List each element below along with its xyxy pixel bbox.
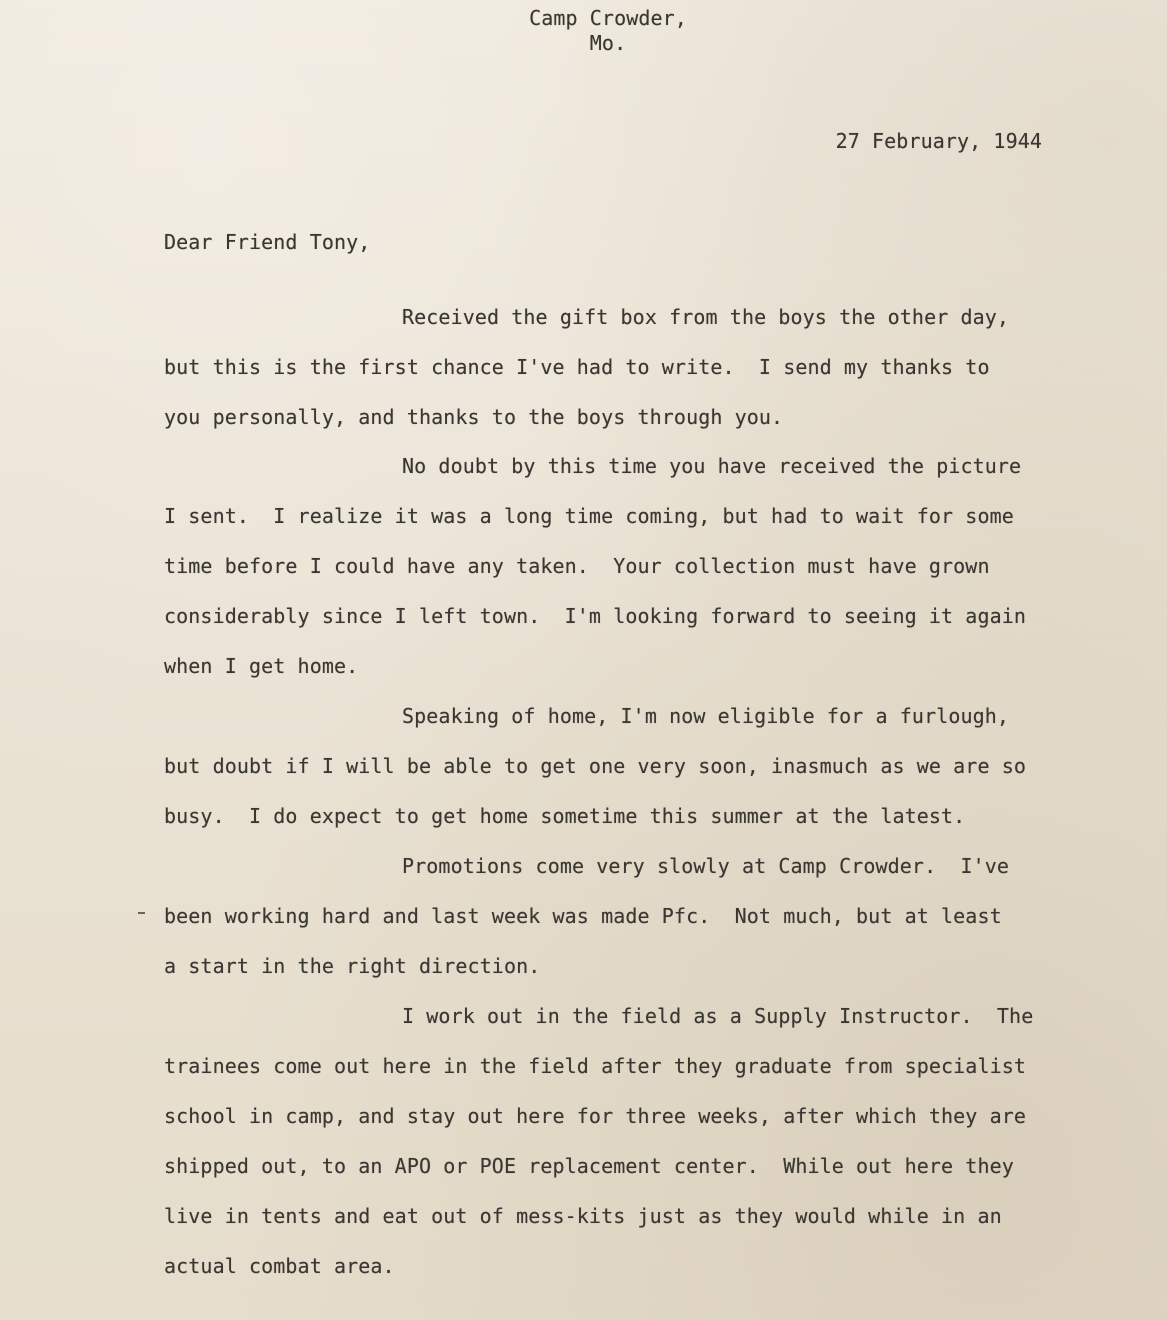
body-line: but doubt if I will be able to get one very soon, inasmuch as we are so <box>164 754 1027 778</box>
body-line: you personally, and thanks to the boys through you. <box>164 405 784 429</box>
location-line-1: Camp Crowder, <box>529 6 687 30</box>
body-line: but this is the first chance I've had to write. I send my thanks to <box>164 355 990 379</box>
body-line: No doubt by this time you have received the picture <box>402 454 1022 478</box>
body-line: when I get home. <box>164 654 359 678</box>
letter-date: 27 February, 1944 <box>835 129 1042 153</box>
body-line: school in camp, and stay out here for three weeks, after which they are <box>164 1104 1027 1128</box>
body-line: trainees come out here in the field after they graduate from specialist <box>164 1054 1027 1078</box>
body-line: a start in the right direction. <box>164 954 541 978</box>
body-line: shipped out, to an APO or POE replacement center. While out here they <box>164 1154 1014 1178</box>
body-line: Promotions come very slowly at Camp Crowder. I've <box>402 854 1010 878</box>
body-line: considerably since I left town. I'm looking forward to seeing it again <box>164 604 1027 628</box>
body-line: Received the gift box from the boys the other day, <box>402 305 1010 329</box>
salutation: Dear Friend Tony, <box>164 230 371 254</box>
body-line: been working hard and last week was made Pfc. Not much, but at least <box>164 904 1002 928</box>
body-line: time before I could have any taken. Your collection must have grown <box>164 554 990 578</box>
body-line: actual combat area. <box>164 1254 395 1278</box>
body-line: I work out in the field as a Supply Instructor. The <box>402 1004 1034 1028</box>
location-line-2: Mo. <box>589 31 627 55</box>
body-line: busy. I do expect to get home sometime this summer at the latest. <box>164 804 966 828</box>
body-line: I sent. I realize it was a long time coming, but had to wait for some <box>164 504 1014 528</box>
margin-mark <box>138 912 145 914</box>
body-line: Speaking of home, I'm now eligible for a furlough, <box>402 704 1010 728</box>
body-line: live in tents and eat out of mess-kits just as they would while in an <box>164 1204 1002 1228</box>
